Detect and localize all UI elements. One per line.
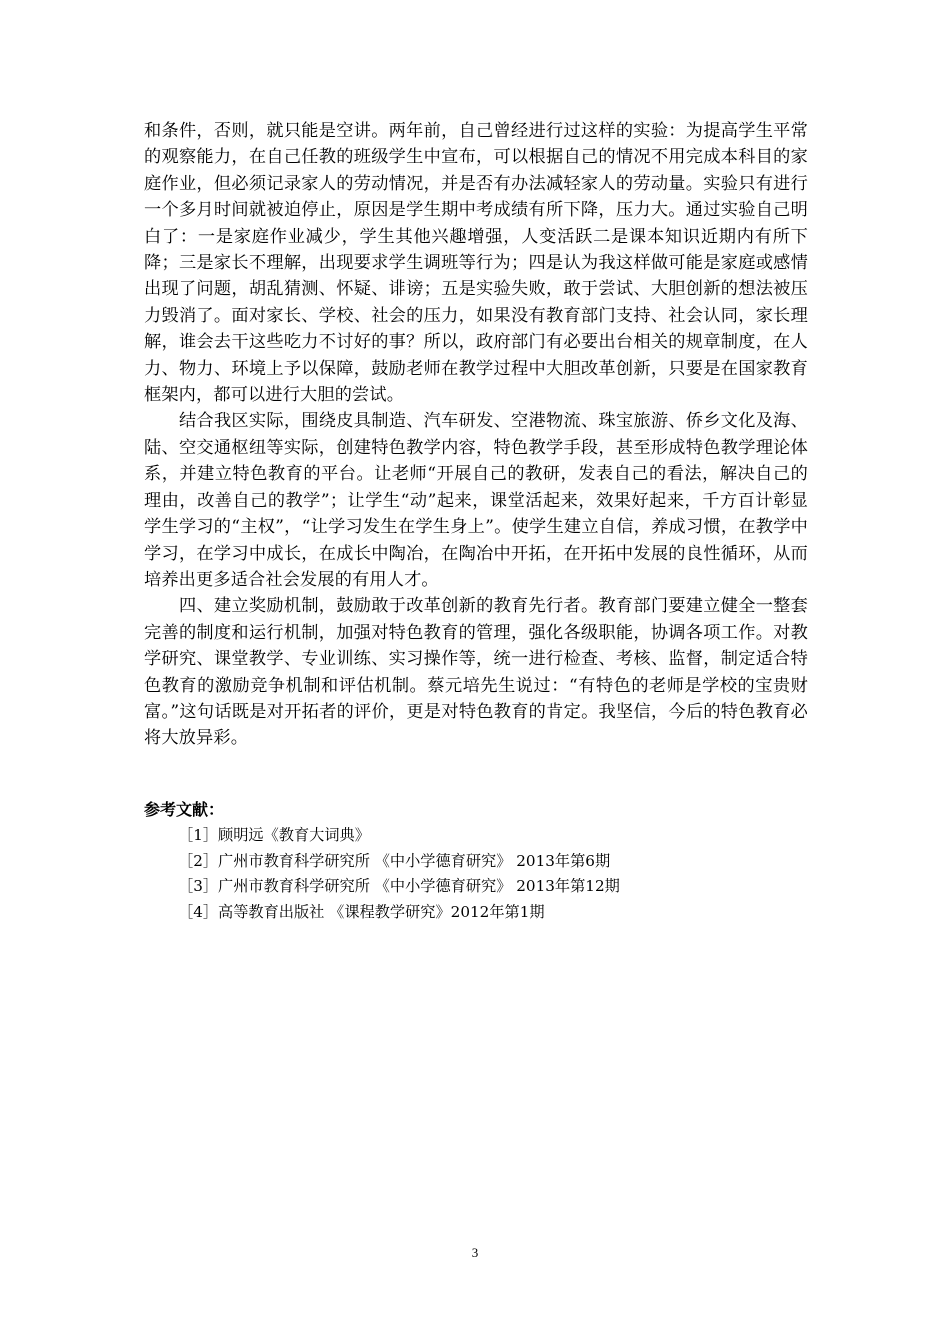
paragraph-local-characteristics: 结合我区实际，围绕皮具制造、汽车研发、空港物流、珠宝旅游、侨乡文化及海、陆、空交通枢纽等实际，创建特色教学内容，特色教学手段，甚至形成特色教学理论体系，并建立特色教育的平台。让老师“开展自己的教研，发表自己的看法，解决自己的理由，改善自己的教学”；让学生“动”起来，课堂活起来，效果好起来，千方百计彰显学生学习的“主权”，“让学习发生在学生身上”。使学生建立自信，养成习惯，在教学中学习，在学习中成长，在成长中陶冶，在陶冶中开拓，在开拓中发展的良性循环，从而培养出更多适合社会发展的有用人才。: [144, 411, 808, 590]
reference-item: ［4］高等教育出版社 《课程教学研究》2012年第1期: [178, 902, 545, 921]
references-section: [144, 797, 808, 925]
references-list: [144, 823, 808, 925]
paragraph-experiment: 和条件，否则，就只能是空讲。两年前，自己曾经进行过这样的实验：为提高学生平常的观察能力，在自己任教的班级学生中宣布，可以根据自己的情况不用完成本科目的家庭作业，但必须记录家人的劳动情况，并是否有办法减轻家人的劳动量。实验只有进行一个多月时间就被迫停止，原因是学生期中考成绩有所下降，压力大。通过实验自己明白了：一是家庭作业减少，学生其他兴趣增强，人变活跃二是课本知识近期内有所下降；三是家长不理解，出现要求学生调班等行为；四是认为我这样做可能是家庭或感情出现了问题，胡乱猜测、怀疑、诽谤；五是实验失败，敢于尝试、大胆创新的想法被压力毁消了。面对家长、学校、社会的压力，如果没有教育部门支持、社会认同，家长理解，谁会去干这些吃力不讨好的事？所以，政府部门有必要出台相关的规章制度，在人力、物力、环境上予以保障，鼓励老师在教学过程中大胆改革创新，只要是在国家教育框架内，都可以进行大胆的尝试。: [144, 121, 808, 406]
reference-item: ［1］顾明远《教育大词典》: [178, 826, 370, 844]
body-text: [144, 118, 808, 752]
reference-item: ［3］广州市教育科学研究所 《中小学德育研究》 2013年第12期: [178, 877, 620, 896]
references-heading: 参考文献：: [144, 800, 225, 819]
paragraph-reward-mechanism: 四、建立奖励机制，鼓励敢于改革创新的教育先行者。教育部门要建立健全一整套完善的制度和运行机制，加强对特色教育的管理，强化各级职能，协调各项工作。对教学研究、课堂教学、专业训练、实习操作等，统一进行检查、考核、监督，制定适合特色教育的激励竞争机制和评估机制。蔡元培先生说过：“有特色的老师是学校的宝贵财富。”这句话既是对开拓者的评价，更是对特色教育的肯定。我坚信，今后的特色教育必将大放异彩。: [144, 596, 808, 749]
reference-item: ［2］广州市教育科学研究所 《中小学德育研究》 2013年第6期: [178, 851, 611, 870]
page-number: 3: [471, 1245, 479, 1260]
